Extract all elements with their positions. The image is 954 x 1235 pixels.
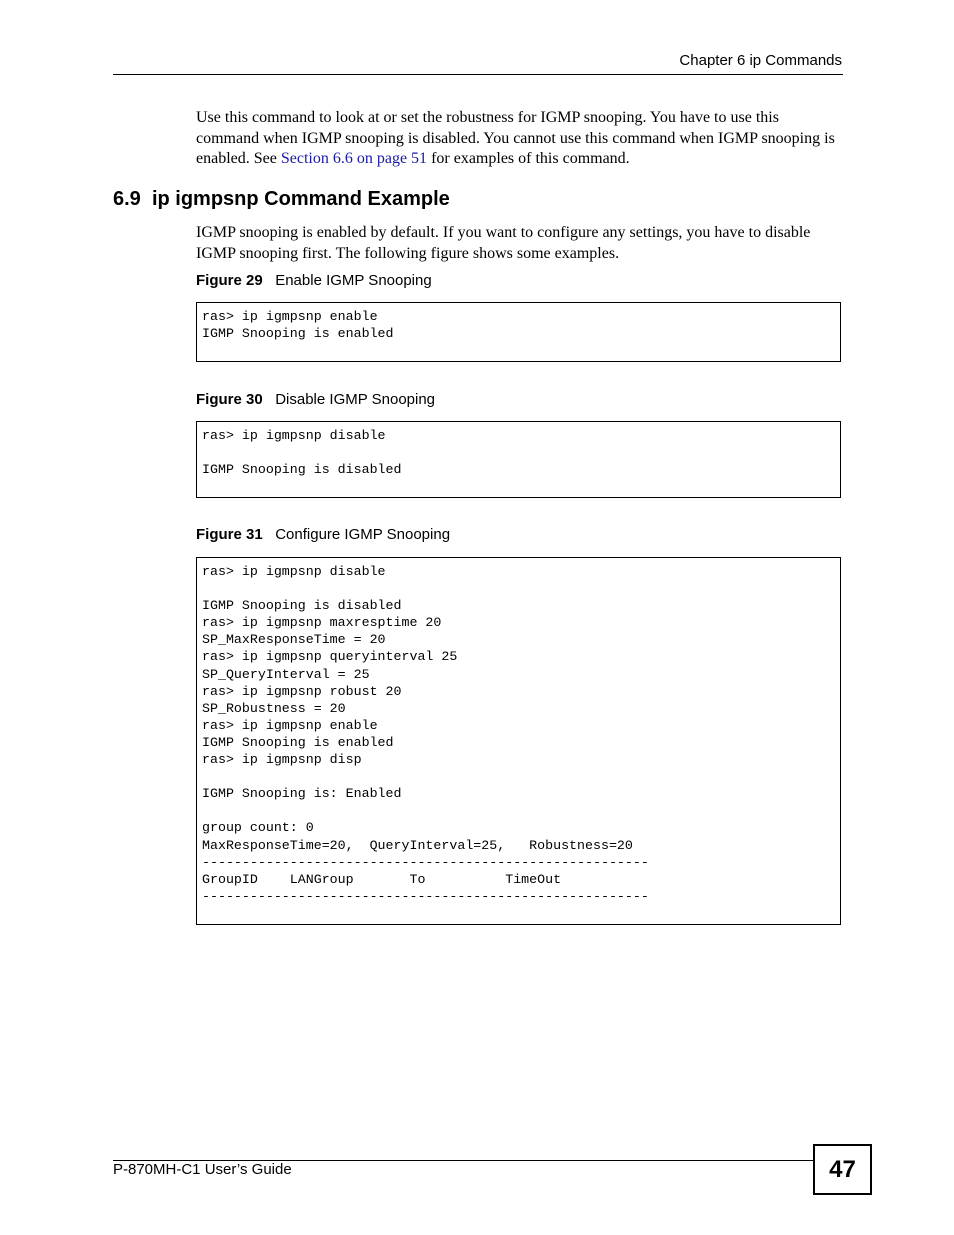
code-line (202, 444, 840, 461)
section-title: ip igmpsnp Command Example (151, 188, 450, 210)
chapter-title: Chapter 6 ip Commands (679, 52, 842, 69)
code-line: ras> ip igmpsnp enable (202, 309, 378, 324)
code-line: ras> ip igmpsnp disable (202, 564, 386, 579)
code-line: -------------------------------------------------------- (202, 854, 649, 870)
code-line: ras> ip igmpsnp enable (202, 717, 378, 733)
figure-label: Figure 30 (196, 391, 263, 408)
code-line (202, 802, 840, 819)
section-heading (113, 188, 450, 211)
figure-title: Enable IGMP Snooping (275, 272, 432, 289)
code-line (202, 768, 840, 785)
code-line: IGMP Snooping is: Enabled (202, 786, 402, 802)
code-block (196, 421, 841, 498)
code-line: IGMP Snooping is enabled (202, 734, 394, 750)
code-block (196, 302, 841, 362)
code-line: ras> ip igmpsnp queryinterval 25 (202, 649, 458, 665)
figure-label: Figure 29 (196, 272, 263, 289)
section-cross-reference-link[interactable]: Section 6.6 on page 51 (280, 150, 428, 167)
code-line: ras> ip igmpsnp disp (202, 752, 362, 768)
code-line: MaxResponseTime=20, QueryInterval=25, Robustness=20 (202, 837, 633, 853)
code-line: IGMP Snooping is enabled (202, 326, 394, 342)
code-line: ras> ip igmpsnp maxresptime 20 (202, 615, 442, 631)
code-line: SP_QueryInterval = 25 (202, 666, 370, 682)
section-paragraph: IGMP snooping is enabled by default. If you want to configure any settings, you have to disable IGMP snooping first. The following figure shows some examples. (196, 224, 811, 262)
figure-caption (196, 391, 435, 408)
code-line: ras> ip igmpsnp robust 20 (202, 683, 402, 699)
intro-text-after-link: for examples of this command. (427, 150, 630, 167)
footer-guide-title: P-870MH-C1 User’s Guide (113, 1161, 292, 1178)
section-number: 6.9 (113, 188, 141, 210)
figure-caption (196, 272, 432, 289)
code-line: -------------------------------------------------------- (202, 888, 649, 904)
intro-text-before-link: Use this command to look at or set the robustness for IGMP snooping. You have to use this command when IGMP snooping is disabled. You cannot use this command when IGMP snooping is enabled. See (196, 109, 835, 167)
figure-caption (196, 526, 450, 543)
code-line: SP_Robustness = 20 (202, 700, 346, 716)
running-header (113, 50, 843, 75)
intro-paragraph (196, 108, 836, 170)
code-block (196, 557, 841, 925)
code-line: group count: 0 (202, 820, 314, 836)
figure-title: Disable IGMP Snooping (275, 391, 436, 408)
figure-title: Configure IGMP Snooping (275, 526, 451, 543)
code-line: ras> ip igmpsnp disable (202, 428, 386, 443)
code-line: GroupID LANGroup To TimeOut (202, 871, 562, 887)
code-line: SP_MaxResponseTime = 20 (202, 632, 386, 648)
figure-label: Figure 31 (196, 526, 263, 543)
code-line (202, 580, 840, 597)
code-line: IGMP Snooping is disabled (202, 598, 402, 614)
code-line: IGMP Snooping is disabled (202, 462, 402, 478)
page-number: 47 (813, 1144, 872, 1195)
